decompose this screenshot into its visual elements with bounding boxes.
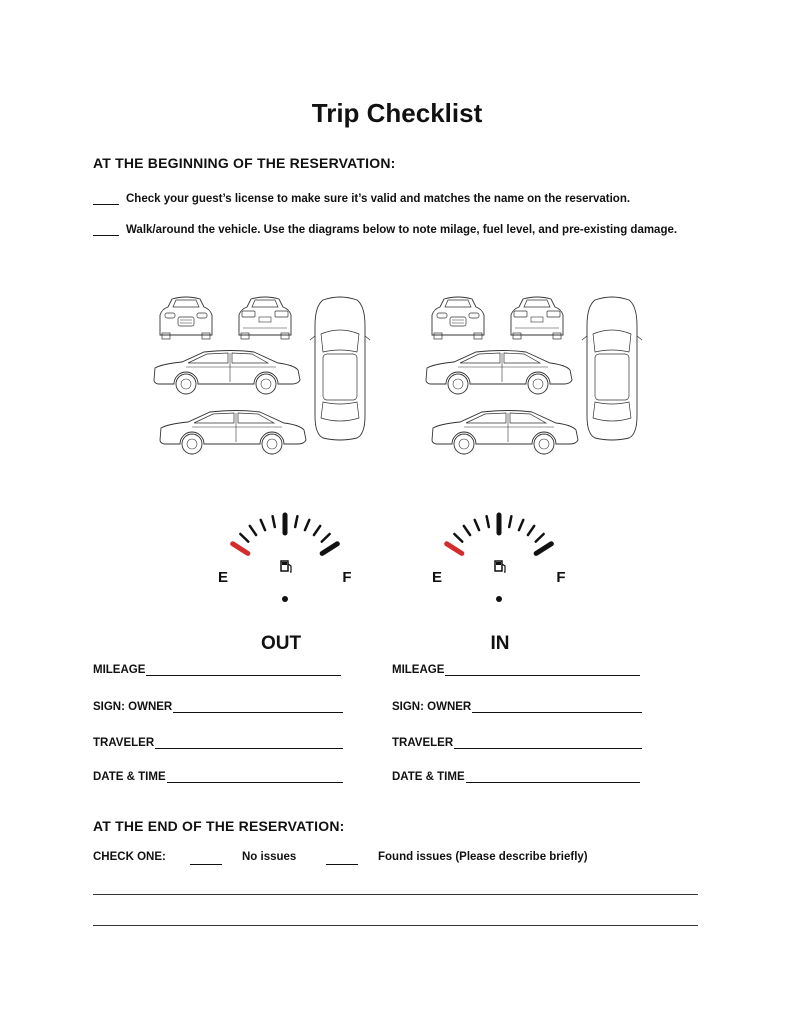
gauge-tick [475,520,479,530]
gauge-tick [261,520,265,530]
beginning-section-heading: AT THE BEGINNING OF THE RESERVATION: [93,155,396,171]
gauge-tick [454,534,462,542]
gauge-tick [295,516,297,527]
out-mileage-field[interactable] [93,664,341,676]
fuel-pump-icon [281,561,291,572]
field-label: TRAVELER [93,737,155,749]
out-title: OUT [260,633,302,654]
no-issues-checkbox-blank[interactable] [190,864,222,865]
write-line[interactable] [155,747,343,749]
write-line[interactable] [466,781,640,783]
gauge-tick [519,520,523,530]
gauge-full-label: F [556,569,566,586]
write-line[interactable] [472,711,642,713]
write-line[interactable] [454,747,642,749]
gauge-tick [233,544,248,554]
out-datetime-field[interactable] [93,771,343,783]
fuel-pump-icon [495,561,505,572]
fuel-gauge-out[interactable] [218,515,352,602]
field-label: DATE & TIME [93,771,166,783]
write-line[interactable] [146,674,341,676]
task-label: Walk/around the vehicle. Use the diagrams below to note milage, fuel level, and pre-existing damage. [126,224,678,236]
write-line[interactable] [445,674,640,676]
in-owner-sign-field[interactable] [392,701,642,713]
end-section-heading: AT THE END OF THE RESERVATION: [93,818,345,834]
gauge-tick [305,520,309,530]
gauge-empty-label: E [431,569,443,586]
out-owner-sign-field[interactable] [93,701,343,713]
field-label: MILEAGE [93,664,146,676]
gauge-tick [509,516,511,527]
gauge-tick [536,544,551,554]
write-line[interactable] [167,781,343,783]
fuel-gauge-in[interactable] [432,515,566,602]
gauge-tick [250,526,256,535]
found-issues-checkbox-blank[interactable] [326,864,358,865]
gauge-tick [240,534,248,542]
in-mileage-field[interactable] [392,664,640,676]
description-line[interactable] [93,925,698,926]
field-label: MILEAGE [392,664,445,676]
gauge-tick [487,516,489,527]
gauge-tick [447,544,462,554]
gauge-tick [322,534,330,542]
write-line[interactable] [173,711,343,713]
in-traveler-field[interactable] [392,737,642,749]
gauge-empty-label: E [217,569,229,586]
gauge-tick [536,534,544,542]
gauge-tick [314,526,320,535]
in-datetime-field[interactable] [392,771,640,783]
check-one-label: CHECK ONE: [93,851,166,863]
gauge-tick [464,526,470,535]
in-title: IN [490,633,510,654]
out-traveler-field[interactable] [93,737,343,749]
gauge-tick [273,516,275,527]
found-issues-option: Found issues (Please describe briefly) [378,851,588,863]
gauge-tick [528,526,534,535]
field-label: SIGN: OWNER [93,701,173,713]
field-label: SIGN: OWNER [392,701,472,713]
field-label: DATE & TIME [392,771,465,783]
field-label: TRAVELER [392,737,454,749]
page-title: Trip Checklist [311,98,483,128]
gauge-full-label: F [342,569,352,586]
gauge-tick [322,544,337,554]
task-label: Check your guest’s license to make sure it’s valid and matches the name on the reservation. [126,193,631,205]
gauge-pivot [496,596,502,602]
no-issues-option: No issues [242,851,297,863]
description-line[interactable] [93,894,698,895]
gauge-pivot [282,596,288,602]
